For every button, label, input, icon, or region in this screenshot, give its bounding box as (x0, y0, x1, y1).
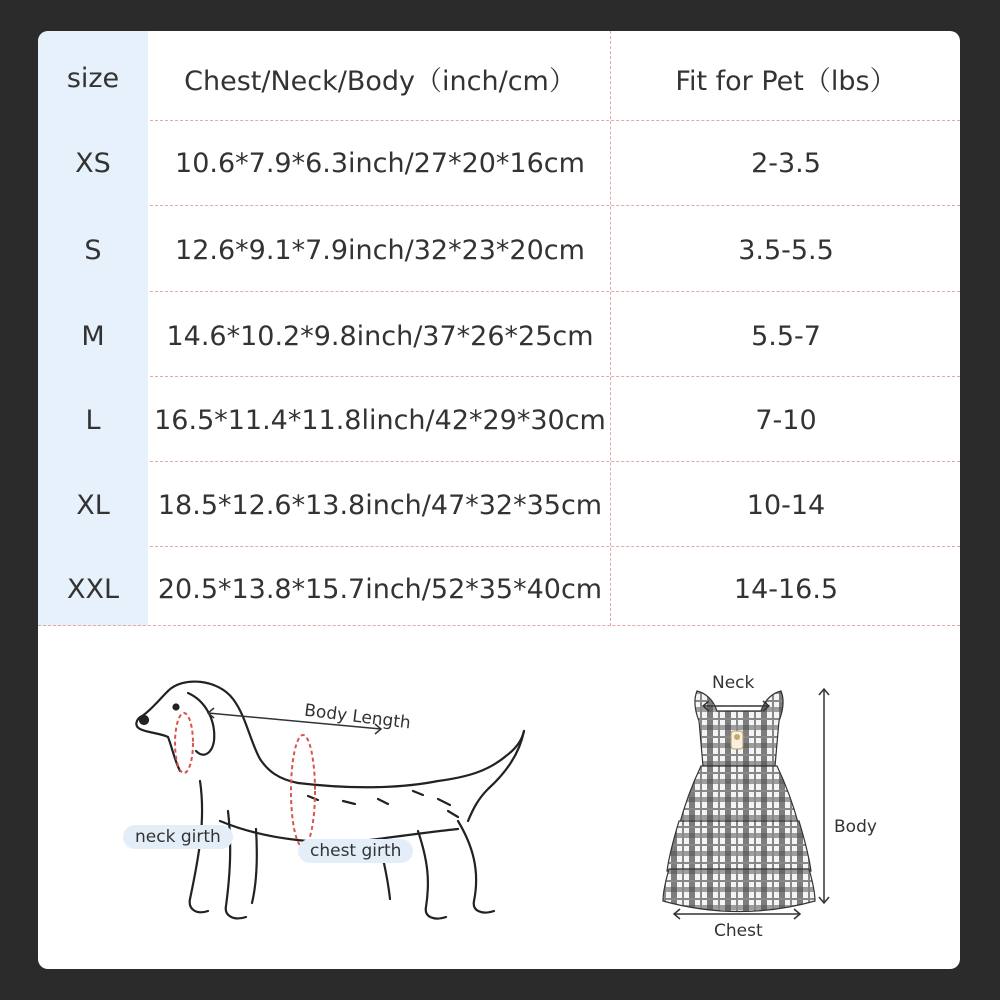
row-divider (150, 376, 960, 377)
table-row (38, 547, 960, 632)
neck-girth-label: neck girth (123, 825, 233, 849)
table-row (38, 121, 960, 206)
row-divider (150, 461, 960, 462)
chest-girth-label: chest girth (298, 839, 413, 863)
measurement-value: 20.5*13.8*15.7inch/52*35*40cm (157, 574, 603, 605)
measurement-value: 10.6*7.9*6.3inch/27*20*16cm (175, 148, 585, 179)
measurement-value: 12.6*9.1*7.9inch/32*23*20cm (175, 235, 585, 266)
size-chart-card (38, 31, 960, 969)
chest-label: Chest (714, 921, 763, 941)
size-label: XXL (66, 574, 120, 605)
fit-value: 3.5-5.5 (738, 235, 834, 266)
neck-label: Neck (712, 673, 755, 693)
table-row (38, 378, 960, 463)
neck-arrow (701, 699, 771, 713)
fit-value: 7-10 (755, 405, 817, 436)
fit-value: 14-16.5 (733, 574, 839, 605)
header-measurements: Chest/Neck/Body（inch/cm） (184, 66, 576, 97)
size-label: XS (75, 148, 111, 179)
header-fit: Fit for Pet（lbs） (675, 66, 897, 97)
row-divider (150, 205, 960, 206)
measurement-value: 18.5*12.6*13.8inch/47*32*35cm (157, 490, 603, 521)
body-length-label: Body Length (303, 700, 412, 734)
fit-value: 2-3.5 (751, 148, 821, 179)
body-arrow (817, 687, 831, 905)
size-label: XL (76, 490, 110, 521)
measurement-value: 14.6*10.2*9.8inch/37*26*25cm (166, 321, 594, 352)
body-label: Body (834, 817, 877, 837)
size-label: S (84, 235, 102, 266)
table-header-row (38, 36, 960, 121)
chest-arrow (672, 907, 802, 921)
row-divider (150, 291, 960, 292)
header-size: size (66, 63, 120, 94)
measurement-diagrams (38, 631, 960, 969)
size-label: M (81, 321, 105, 352)
table-row (38, 463, 960, 548)
table-bottom-divider (38, 625, 960, 626)
fit-value: 5.5-7 (751, 321, 821, 352)
measurement-value: 16.5*11.4*11.8linch/42*29*30cm (154, 405, 606, 436)
fit-value: 10-14 (746, 490, 826, 521)
size-label: L (85, 405, 101, 436)
table-row (38, 294, 960, 379)
table-row (38, 208, 960, 293)
